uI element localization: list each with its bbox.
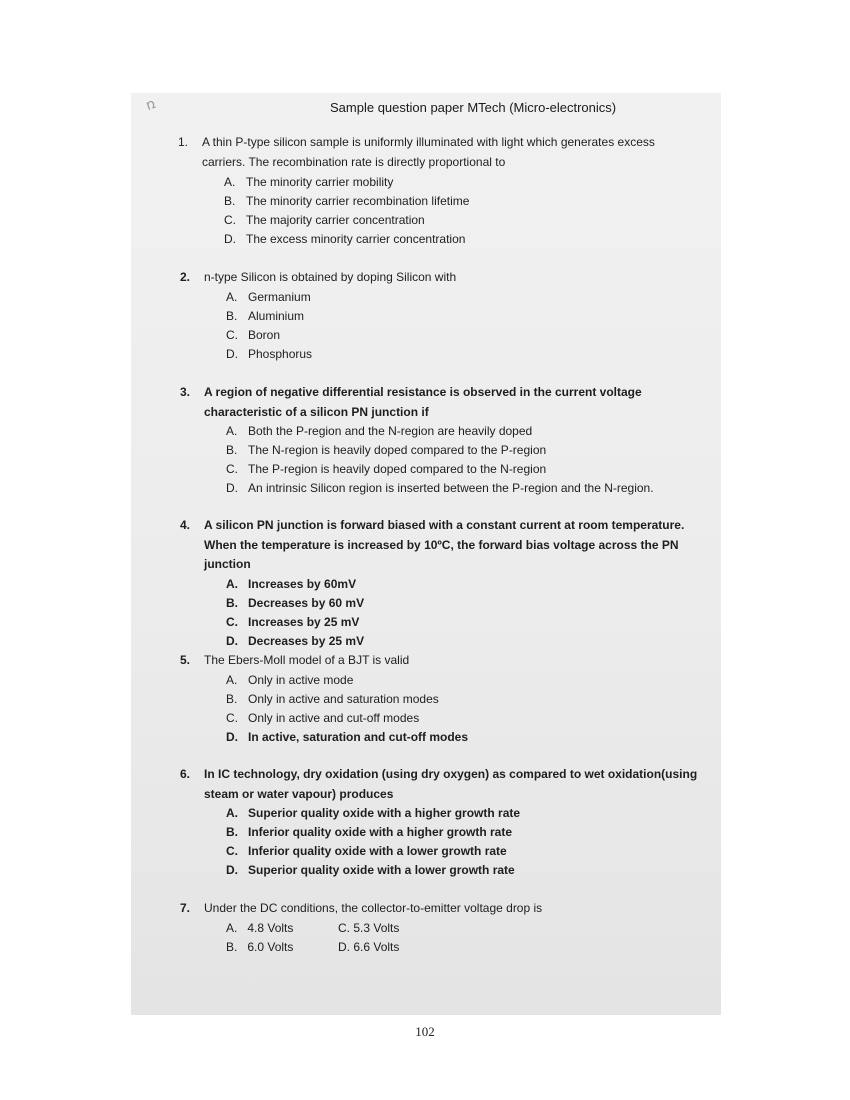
option-letter: B. bbox=[226, 691, 238, 706]
option-c bbox=[338, 919, 399, 938]
option-b bbox=[226, 441, 710, 460]
option-text: Boron bbox=[248, 327, 281, 342]
option-letter: D. bbox=[226, 481, 238, 495]
option-letter: B. bbox=[224, 194, 236, 208]
page-number: 102 bbox=[415, 1024, 435, 1039]
option-c bbox=[226, 613, 715, 632]
option-c bbox=[224, 211, 698, 230]
question-number: 2. bbox=[180, 270, 191, 284]
question-number: 4. bbox=[180, 518, 191, 532]
option-list bbox=[226, 671, 700, 747]
option-text: D. 6.6 Volts bbox=[338, 939, 400, 954]
option-text: 4.8 Volts bbox=[247, 920, 294, 935]
option-letter: A. bbox=[226, 424, 238, 438]
option-list bbox=[224, 173, 698, 249]
option-text: Only in active mode bbox=[248, 672, 354, 687]
option-a bbox=[226, 671, 700, 690]
option-text: Inferior quality oxide with a lower growth rate bbox=[248, 844, 507, 858]
option-text: Aluminium bbox=[248, 308, 305, 323]
option-letter: C. bbox=[226, 710, 238, 725]
option-b bbox=[224, 192, 698, 211]
option-text: An intrinsic Silicon region is inserted between the P-region and the N-region. bbox=[248, 481, 654, 495]
question-number: 7. bbox=[180, 901, 191, 915]
question-text: A silicon PN junction is forward biased with a constant current at room temperature. When the temperature is increased by 10ºC, the forward bias voltage across the PN junction bbox=[204, 518, 685, 571]
option-letter: C. bbox=[224, 213, 236, 227]
option-letter: C. bbox=[226, 614, 238, 629]
option-list bbox=[226, 804, 720, 880]
option-text: C. 5.3 Volts bbox=[338, 920, 400, 935]
option-text: In active, saturation and cut-off modes bbox=[248, 729, 469, 744]
option-grid bbox=[226, 919, 700, 959]
option-letter: B. bbox=[226, 443, 238, 457]
option-text: Superior quality oxide with a lower growth rate bbox=[248, 863, 515, 877]
question-number: 5. bbox=[180, 653, 191, 667]
option-letter: A. bbox=[226, 289, 238, 304]
option-text: The minority carrier recombination lifetime bbox=[246, 194, 470, 208]
option-letter: A. bbox=[226, 576, 238, 591]
option-letter: B. bbox=[226, 939, 238, 954]
question-1 bbox=[178, 133, 698, 249]
option-letter: A. bbox=[226, 920, 238, 935]
option-d bbox=[224, 230, 698, 249]
option-text: Increases by 25 mV bbox=[248, 614, 360, 629]
option-text: 6.0 Volts bbox=[247, 939, 294, 954]
option-b bbox=[226, 823, 720, 842]
question-text: In IC technology, dry oxidation (using dry oxygen) as compared to wet oxidation(using steam or water vapour) produces bbox=[204, 767, 698, 801]
option-c bbox=[226, 326, 700, 345]
option-d bbox=[226, 479, 710, 498]
option-letter: C. bbox=[226, 462, 238, 476]
option-text: The excess minority carrier concentration bbox=[246, 232, 466, 246]
option-letter: A. bbox=[226, 806, 238, 820]
option-d bbox=[226, 345, 700, 364]
option-letter: A. bbox=[226, 672, 238, 687]
option-d bbox=[226, 632, 715, 651]
question-4 bbox=[180, 516, 715, 651]
option-letter: B. bbox=[226, 595, 238, 610]
option-letter: D. bbox=[226, 863, 238, 877]
question-text: A region of negative differential resistance is observed in the current voltage characteristic of a silicon PN junction if bbox=[204, 385, 642, 419]
option-text: Inferior quality oxide with a higher growth rate bbox=[248, 825, 513, 839]
option-letter: D. bbox=[226, 346, 238, 361]
option-text: The N-region is heavily doped compared to the P-region bbox=[248, 443, 547, 457]
option-text: Only in active and cut-off modes bbox=[248, 710, 420, 725]
question-3 bbox=[180, 383, 710, 498]
option-text: Germanium bbox=[248, 289, 311, 304]
option-a bbox=[226, 804, 720, 823]
option-text: The P-region is heavily doped compared to the N-region bbox=[248, 462, 547, 476]
option-letter: A. bbox=[224, 175, 236, 189]
option-c bbox=[226, 842, 720, 861]
option-a bbox=[226, 422, 710, 441]
option-text: Only in active and saturation modes bbox=[248, 691, 439, 706]
option-a bbox=[226, 288, 700, 307]
option-letter: B. bbox=[226, 308, 238, 323]
question-text: A thin P-type silicon sample is uniformly illuminated with light which generates excess carriers. The recombination rate is directly proportional to bbox=[202, 135, 655, 169]
option-text: The majority carrier concentration bbox=[246, 213, 425, 227]
question-number: 1. bbox=[178, 135, 189, 149]
option-text: Phosphorus bbox=[248, 346, 313, 361]
option-a bbox=[224, 173, 698, 192]
corner-scribble: ռ bbox=[143, 94, 158, 114]
question-7 bbox=[180, 899, 700, 959]
option-text: Both the P-region and the N-region are heavily doped bbox=[248, 424, 533, 438]
option-letter: D. bbox=[224, 232, 236, 246]
option-text: Decreases by 60 mV bbox=[248, 595, 365, 610]
option-text: The minority carrier mobility bbox=[246, 175, 394, 189]
question-number: 6. bbox=[180, 767, 191, 781]
page-title: Sample question paper MTech (Micro-electronics) bbox=[330, 100, 617, 115]
option-letter: C. bbox=[226, 844, 238, 858]
option-b bbox=[226, 307, 700, 326]
question-5 bbox=[180, 651, 700, 747]
question-text: The Ebers-Moll model of a BJT is valid bbox=[204, 653, 410, 667]
option-list bbox=[226, 288, 700, 364]
question-text: n-type Silicon is obtained by doping Silicon with bbox=[204, 270, 457, 284]
option-letter: B. bbox=[226, 825, 238, 839]
option-text: Decreases by 25 mV bbox=[248, 633, 365, 648]
option-b bbox=[226, 594, 715, 613]
question-text: Under the DC conditions, the collector-to-emitter voltage drop is bbox=[204, 901, 543, 915]
option-text: Superior quality oxide with a higher growth rate bbox=[248, 806, 521, 820]
option-b bbox=[226, 938, 293, 957]
option-a bbox=[226, 919, 293, 938]
option-d bbox=[226, 861, 720, 880]
option-letter: D. bbox=[226, 729, 238, 744]
question-6 bbox=[180, 765, 720, 880]
option-c bbox=[226, 460, 710, 479]
option-d bbox=[226, 728, 700, 747]
option-d bbox=[338, 938, 399, 957]
question-number: 3. bbox=[180, 385, 191, 399]
option-b bbox=[226, 690, 700, 709]
option-a bbox=[226, 575, 715, 594]
option-letter: C. bbox=[226, 327, 238, 342]
option-c bbox=[226, 709, 700, 728]
option-list bbox=[226, 575, 715, 651]
option-text: Increases by 60mV bbox=[248, 576, 357, 591]
question-2 bbox=[180, 268, 700, 364]
option-letter: D. bbox=[226, 633, 238, 648]
option-list bbox=[226, 422, 710, 498]
